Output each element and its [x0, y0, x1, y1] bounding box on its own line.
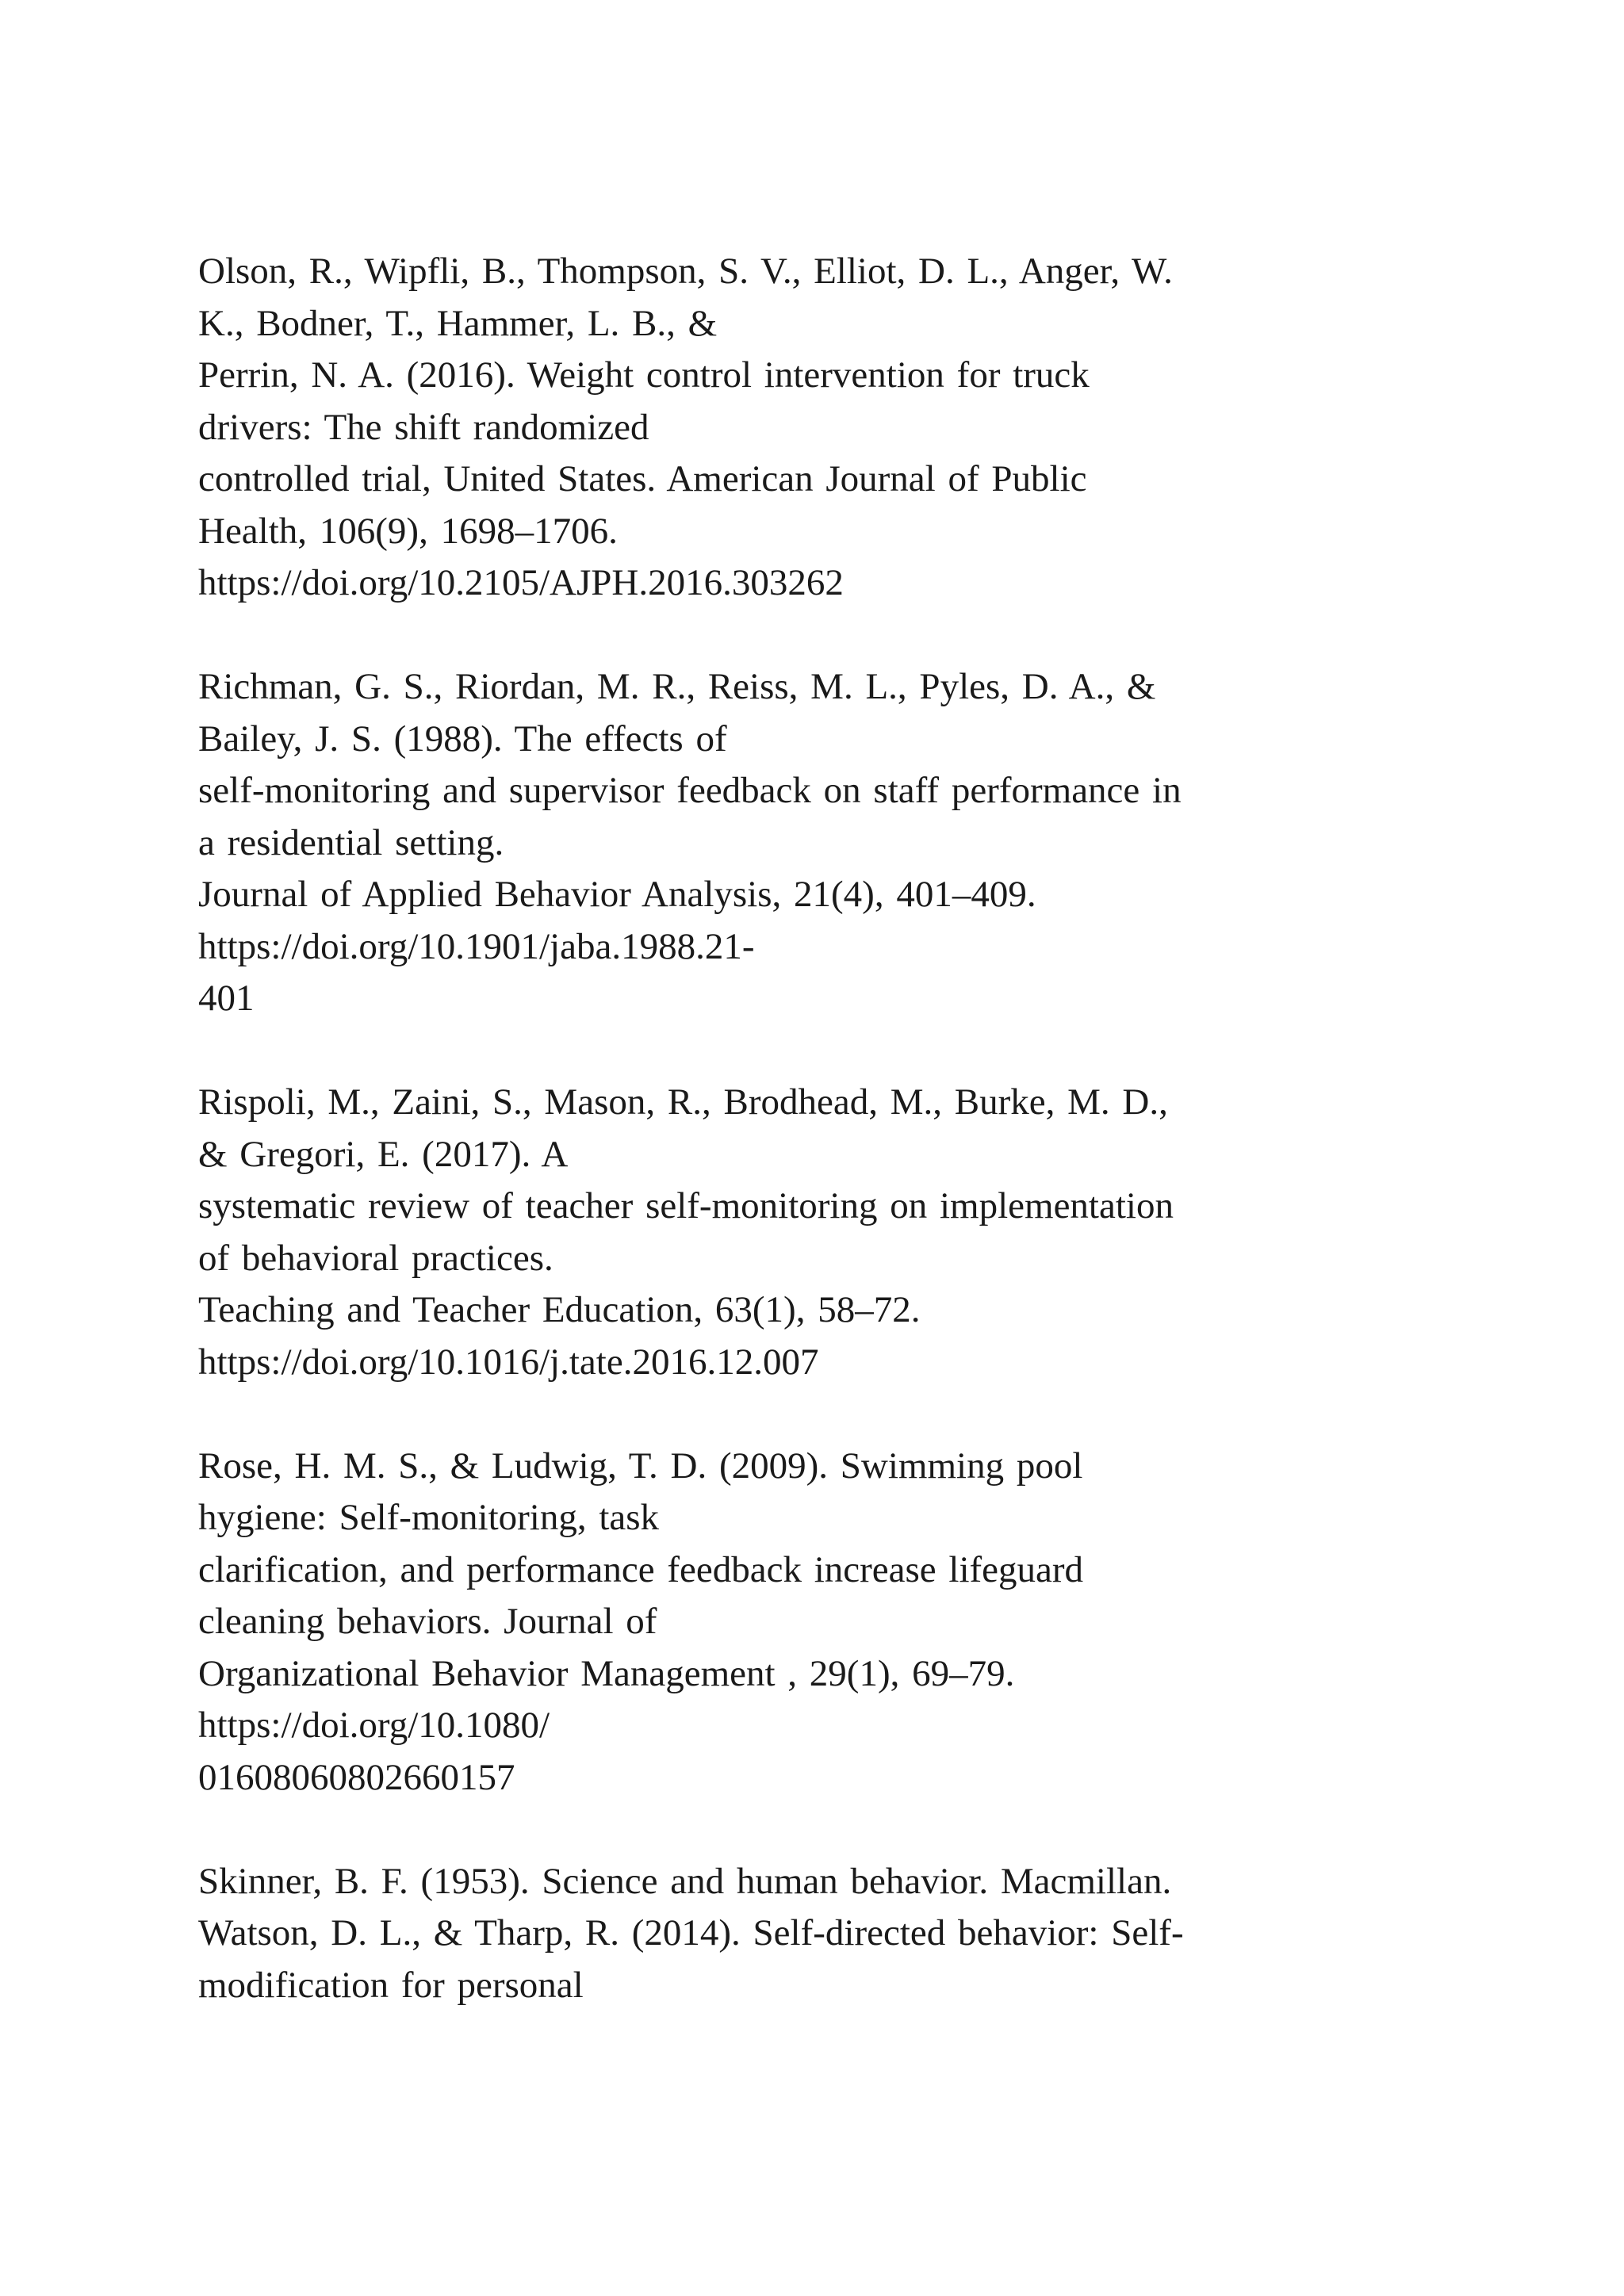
reference-line: a residential setting.: [198, 821, 504, 863]
reference-line: Rose, H. M. S., & Ludwig, T. D. (2009). Swimming pool: [198, 1445, 1083, 1487]
reference-watson-2014: [198, 1908, 1467, 2011]
reference-line: cleaning behaviors. Journal of: [198, 1601, 657, 1642]
reference-doi-link[interactable]: https://doi.org/10.2105/AJPH.2016.303262: [198, 562, 844, 603]
reference-line: Rispoli, M., Zaini, S., Mason, R., Brodhead, M., Burke, M. D.,: [198, 1081, 1168, 1123]
reference-line: & Gregori, E. (2017). A: [198, 1133, 569, 1175]
reference-olson-2016: [198, 246, 1467, 610]
reference-line: clarification, and performance feedback increase lifeguard: [198, 1548, 1084, 1590]
reference-doi-link[interactable]: 401: [198, 978, 255, 1019]
reference-doi-link[interactable]: https://doi.org/10.1901/jaba.1988.21-: [198, 925, 755, 967]
reference-list: [198, 246, 1467, 2011]
reference-line: modification for personal: [198, 1964, 584, 2006]
reference-line: Journal of Applied Behavior Analysis, 21(4), 401–409.: [198, 874, 1036, 915]
reference-line: Perrin, N. A. (2016). Weight control intervention for truck: [198, 354, 1090, 396]
reference-line: Organizational Behavior Management , 29(1), 69–79.: [198, 1652, 1015, 1694]
reference-doi-link[interactable]: https://doi.org/10.1080/: [198, 1705, 550, 1746]
reference-doi-link[interactable]: https://doi.org/10.1016/j.tate.2016.12.007: [198, 1341, 819, 1383]
reference-line: drivers: The shift randomized: [198, 406, 649, 448]
reference-line: Skinner, B. F. (1953). Science and human behavior. Macmillan.: [198, 1860, 1172, 1902]
reference-doi-link[interactable]: 01608060802660157: [198, 1756, 515, 1798]
reference-line: Bailey, J. S. (1988). The effects of: [198, 718, 727, 760]
reference-line: of behavioral practices.: [198, 1237, 553, 1279]
reference-line: Olson, R., Wipfli, B., Thompson, S. V., Elliot, D. L., Anger, W.: [198, 251, 1173, 292]
reference-line: Richman, G. S., Riordan, M. R., Reiss, M. L., Pyles, D. A., &: [198, 666, 1156, 707]
reference-line: self-monitoring and supervisor feedback on staff performance in: [198, 770, 1182, 811]
reference-rose-2009: [198, 1441, 1467, 1804]
reference-line: Watson, D. L., & Tharp, R. (2014). Self-directed behavior: Self-: [198, 1912, 1184, 1954]
reference-line: controlled trial, United States. American Journal of Public: [198, 458, 1087, 499]
reference-richman-1988: [198, 661, 1467, 1025]
reference-line: Teaching and Teacher Education, 63(1), 58–72.: [198, 1289, 921, 1330]
reference-line: Health, 106(9), 1698–1706.: [198, 510, 618, 552]
reference-line: K., Bodner, T., Hammer, L. B., &: [198, 302, 718, 344]
reference-line: systematic review of teacher self-monitoring on implementation: [198, 1185, 1174, 1226]
reference-line: hygiene: Self-monitoring, task: [198, 1497, 660, 1538]
reference-skinner-1953: [198, 1856, 1467, 1908]
reference-rispoli-2017: [198, 1077, 1467, 1388]
